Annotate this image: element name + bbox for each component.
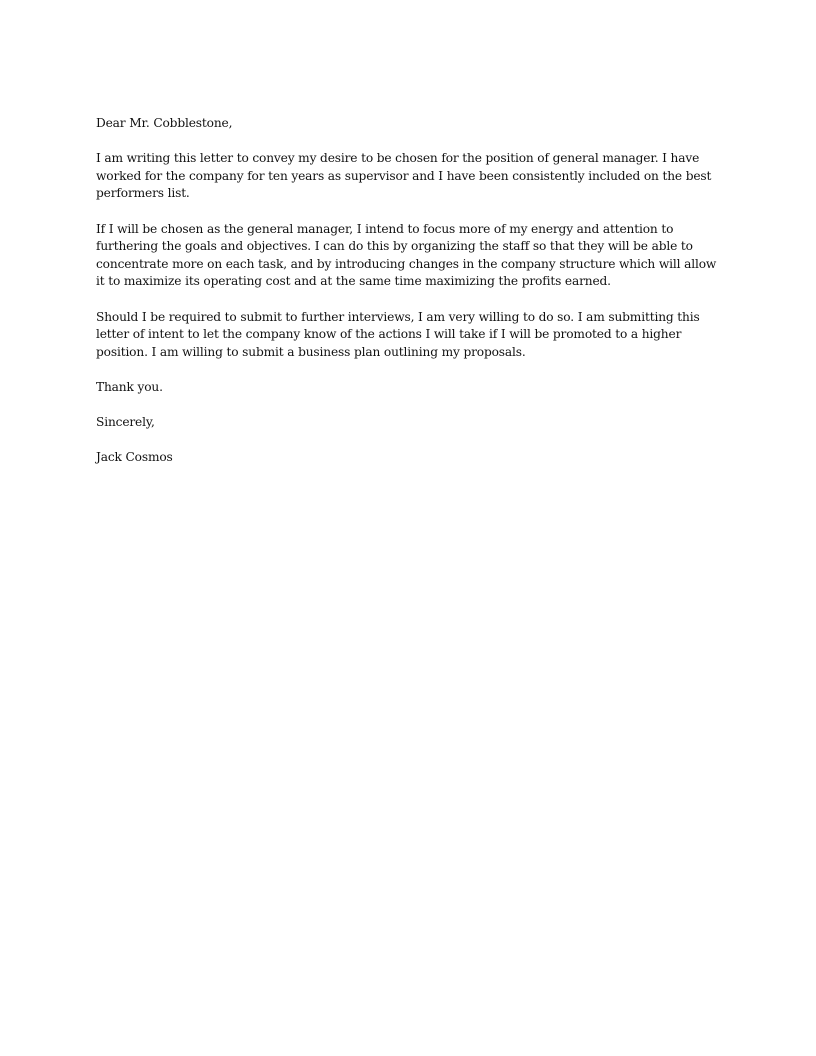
- letter-thanks: Thank you.: [96, 379, 163, 394]
- letter-paragraph-2: If I will be chosen as the general manager, I intend to focus more of my energy and attention to furthering the goals and objectives. I can do this by organizing the staff so that they will be able to concentrate more on each task, and by introducing changes in the company structure which will allow it to maximize its operating cost and at the same time maximizing the profits earned.: [96, 221, 717, 289]
- letter-paragraph-1: I am writing this letter to convey my desire to be chosen for the position of general manager. I have worked for the company for ten years as supervisor and I have been consistently included on the best performers list.: [96, 151, 712, 201]
- letter-closing: Sincerely,: [96, 415, 155, 430]
- letter-paragraph-3: Should I be required to submit to further interviews, I am very willing to do so. I am submitting this letter of intent to let the company know of the actions I will take if I will be promoted to a higher position. I am willing to submit a business plan outlining my proposals.: [96, 309, 700, 359]
- letter-salutation: Dear Mr. Cobblestone,: [96, 116, 233, 130]
- letter-signature: Jack Cosmos: [96, 450, 173, 465]
- letter-body: [96, 115, 720, 484]
